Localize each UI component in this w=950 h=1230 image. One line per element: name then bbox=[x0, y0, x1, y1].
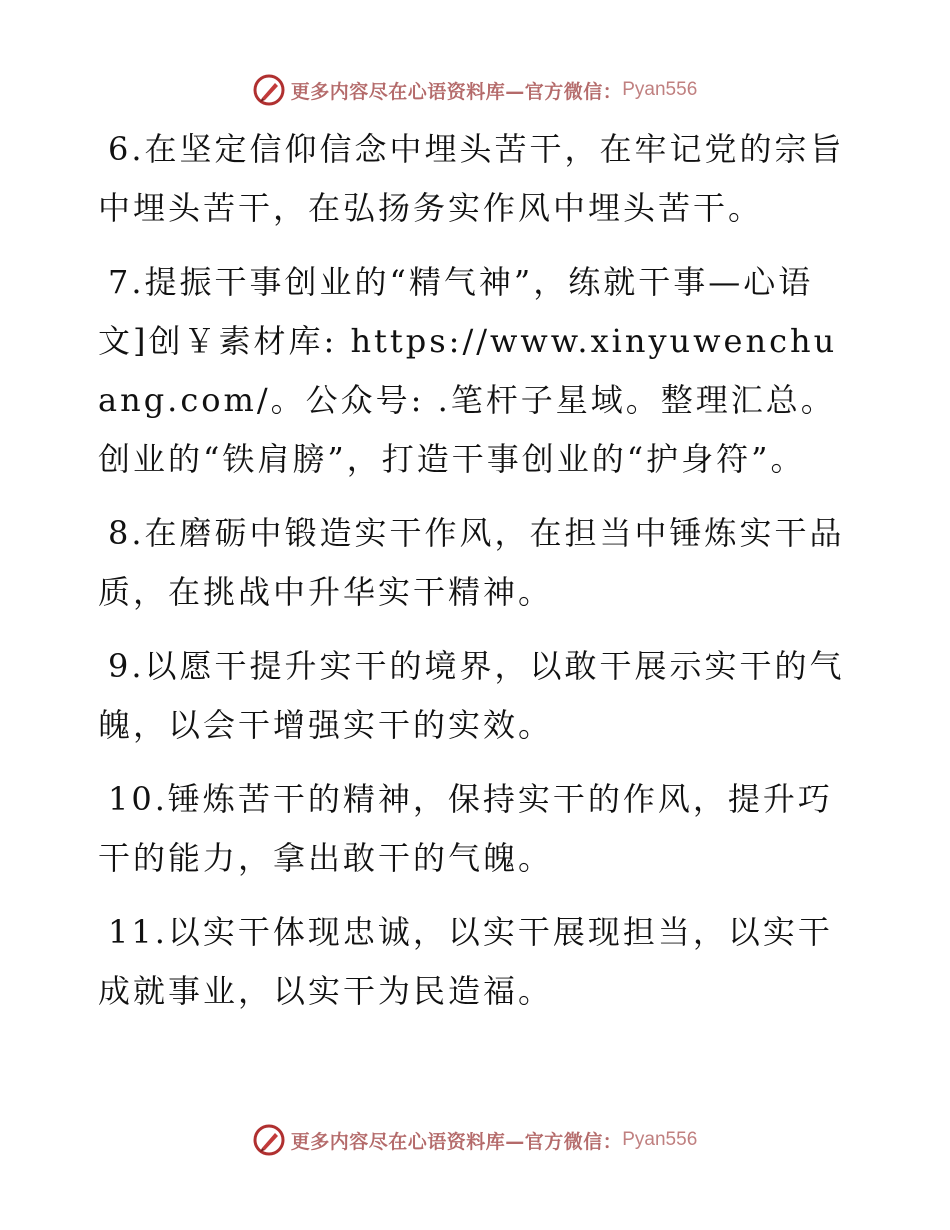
paragraph-8 bbox=[98, 504, 858, 622]
document-body bbox=[98, 120, 858, 1036]
footer-wechat-id: Pyan556 bbox=[622, 1129, 698, 1150]
header-wechat-id: Pyan556 bbox=[622, 79, 698, 100]
paragraph-text: 在磨砺中锻造实干作风，在担当中锤炼实干品质，在挑战中升华实干精神。 bbox=[98, 514, 845, 611]
pen-logo-icon bbox=[253, 74, 285, 106]
header-banner bbox=[0, 70, 950, 110]
pen-logo-icon bbox=[253, 1124, 285, 1156]
paragraph-10 bbox=[98, 770, 858, 888]
paragraph-11 bbox=[98, 903, 858, 1021]
paragraph-text: 以实干体现忠诚，以实干展现担当，以实干成就事业，以实干为民造福。 bbox=[98, 913, 833, 1010]
paragraph-number: 6. bbox=[108, 130, 145, 168]
paragraph-number: 8. bbox=[108, 514, 145, 552]
paragraph-7 bbox=[98, 253, 858, 489]
paragraph-number: 11. bbox=[108, 913, 168, 951]
paragraph-text: 提振干事创业的“精气神”，练就干事—心语文]创￥素材库: https://www.xinyuwenchuang.com/。公众号: .笔杆子星域。整理汇总。创业的“铁肩膀”，打造干事创业的“护身符”。 bbox=[98, 263, 838, 478]
paragraph-text: 在坚定信仰信念中埋头苦干，在牢记党的宗旨中埋头苦干，在弘扬务实作风中埋头苦干。 bbox=[98, 130, 845, 227]
paragraph-number: 7. bbox=[108, 263, 145, 301]
paragraph-9 bbox=[98, 637, 858, 755]
footer-banner-text: 更多内容尽在心语资料库—官方微信： bbox=[290, 1130, 623, 1153]
paragraph-text: 锤炼苦干的精神，保持实干的作风，提升巧干的能力，拿出敢干的气魄。 bbox=[98, 780, 833, 877]
paragraph-number: 10. bbox=[108, 780, 168, 818]
header-banner-text: 更多内容尽在心语资料库—官方微信： bbox=[290, 80, 623, 103]
paragraph-6 bbox=[98, 120, 858, 238]
footer-banner bbox=[0, 1120, 950, 1160]
paragraph-text: 以愿干提升实干的境界，以敢干展示实干的气魄，以会干增强实干的实效。 bbox=[98, 647, 845, 744]
paragraph-number: 9. bbox=[108, 647, 145, 685]
